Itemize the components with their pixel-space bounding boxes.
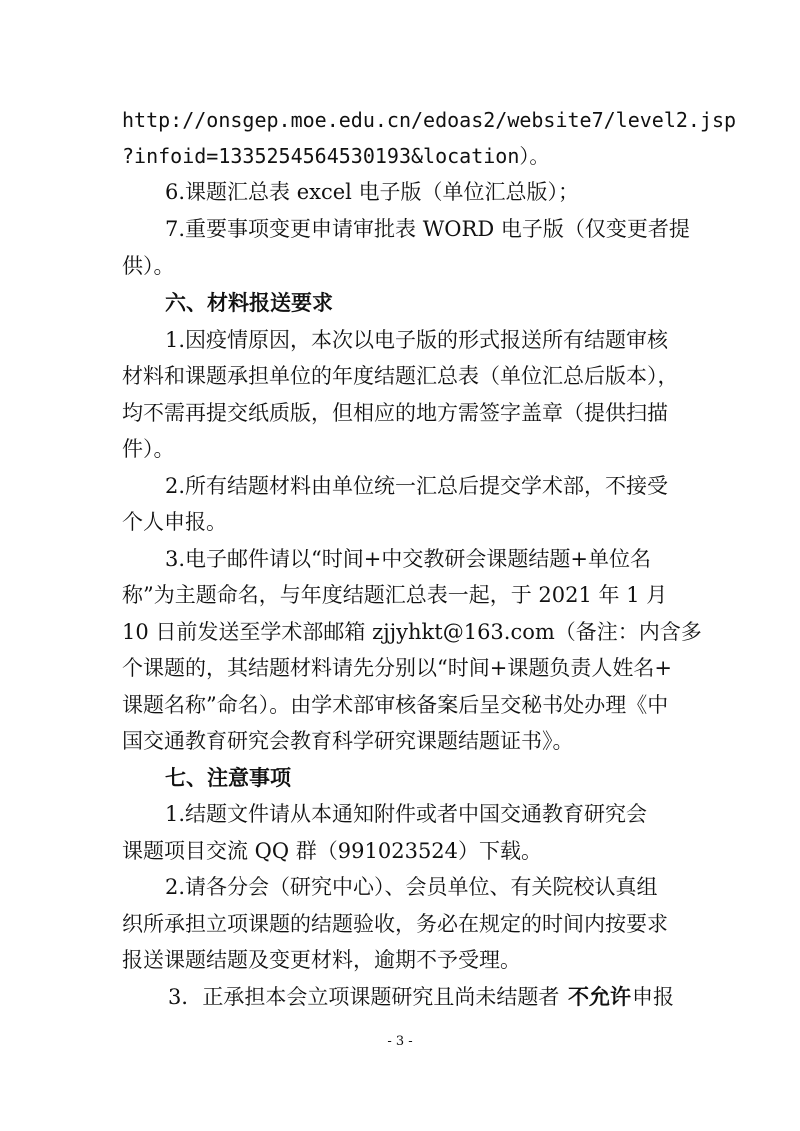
paragraph-line: 10 日前发送至学术部邮箱 zjjyhkt@163.com（备注：内含多 [122,620,702,644]
heading-text: 六、材料报送要求 [165,291,333,315]
paragraph-line: 国交通教育研究会教育科学研究课题结题证书》。 [122,729,574,753]
paragraph-line: 2.所有结题材料由单位统一汇总后提交学术部，不接受 [165,474,669,498]
paragraph-line: 称”为主题命名，与年度结题汇总表一起，于 2021 年 1 月 [122,583,668,607]
paragraph-line-end: 申报 [632,985,674,1009]
list-item-7-cont: 供）。 [122,254,175,278]
heading-text: 七、注意事项 [165,766,291,790]
url-line-2: ?infoid=1335254564530193&location）。 [122,144,550,168]
paragraph-line: 材料和课题承担单位的年度结题汇总表（单位汇总后版本）， [122,364,679,388]
paragraph-line: 课题名称”命名）。由学术部审核备案后呈交秘书处办理《中 [122,693,669,717]
paragraph-line: 织所承担立项课题的结题验收，务必在规定的时间内按要求 [122,912,668,936]
paragraph-line: 报送课题结题及变更材料，逾期不予受理。 [122,948,521,972]
paragraph-line-start: 3．正承担本会立项课题研究且尚未结题者 [168,985,560,1009]
list-item-7: 7.重要事项变更申请审批表 WORD 电子版（仅变更者提 [165,217,690,241]
paragraph-line: 2.请各分会（研究中心）、会员单位、有关院校认真组 [165,875,658,899]
list-item-6: 6.课题汇总表 excel 电子版（单位汇总版）； [165,180,580,204]
paragraph-line: 均不需再提交纸质版，但相应的地方需签字盖章（提供扫描 [122,401,668,425]
paragraph-line: 1.结题文件请从本通知附件或者中国交通教育研究会 [165,802,648,826]
paragraph-line: 件）。 [122,437,175,461]
paragraph-line: 个课题的，其结题材料请先分别以“时间+课题负责人姓名+ [122,656,672,680]
emphasis-text: 不允许 [568,985,631,1009]
page-number: - 3 - [387,1034,413,1049]
url-line-1: http://onsgep.moe.edu.cn/edoas2/website7/level2.jsp [122,108,737,132]
paragraph-line: 1.因疫情原因，本次以电子版的形式报送所有结题审核 [165,328,669,352]
paragraph-line: 3.电子邮件请以“时间+中交教研会课题结题+单位名 [165,547,651,571]
paragraph-line: 个人申报。 [122,510,227,534]
paragraph-line: 课题项目交流 QQ 群（991023524）下载。 [122,839,543,863]
